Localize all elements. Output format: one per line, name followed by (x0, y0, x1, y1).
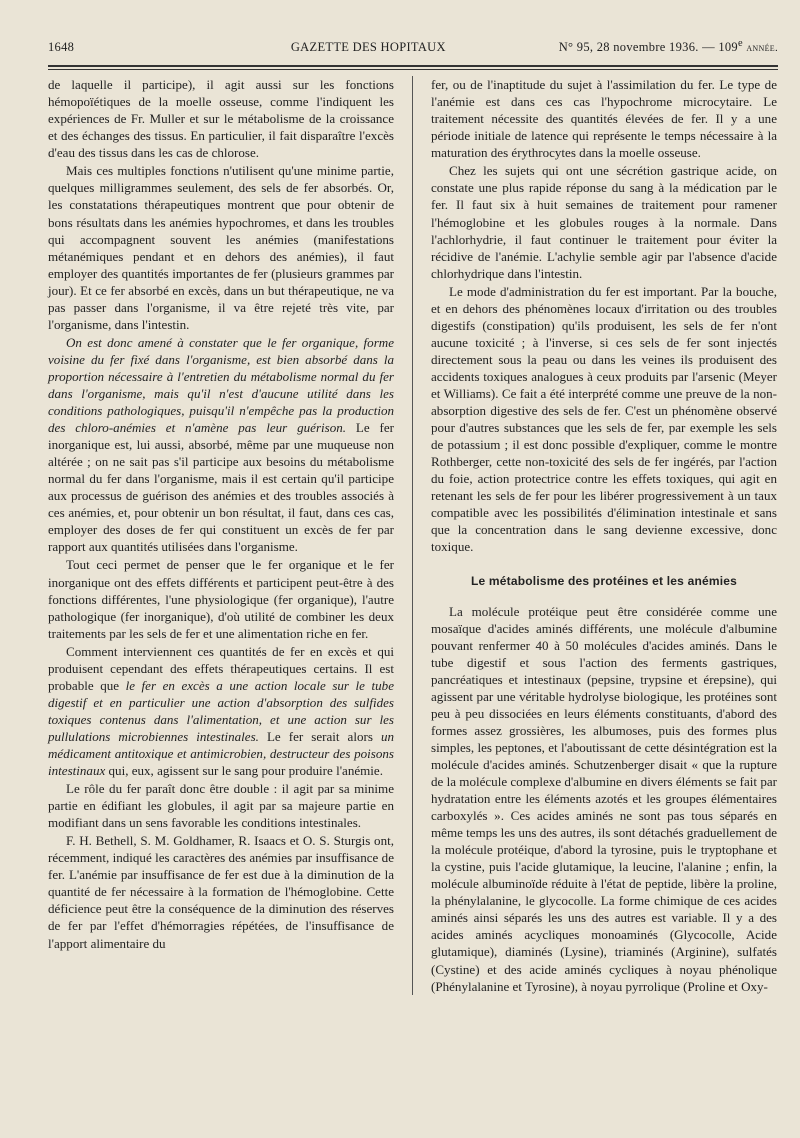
page-number: 1648 (48, 40, 75, 55)
left-paragraph-5-italic: le fer en excès a une action locale sur le tube digestif et en particulier une action d'absorption des sulfides toxiques contenus dans l'alimentation, et une action sur les pullulations microbiennes intestinales. (48, 677, 394, 744)
left-paragraph-5-c: qui, eux, agissent sur le sang pour produire l'anémie. (105, 763, 383, 779)
header-rule-thin (48, 69, 778, 70)
left-paragraph-6: Le rôle du fer paraît donc être double : il agit par sa minime partie en édifiant les globules, il agit par sa majeure partie en modifiant dans un sens favorable les conditions intestinales. (48, 781, 394, 831)
left-column (48, 76, 413, 994)
left-paragraph-7: F. H. Bethell, S. M. Goldhamer, R. Isaacs et O. S. Sturgis ont, récemment, indiqué les caractères des anémies par insuffisance de fer. L'anémie par insuffisance de fer est due à la diminution de la quantité de fer nécessaire à la formation de l'hémoglobine. Cette déficience peut être la conséquence de la diminution des réserves de fer par l'effet d'hémorragies répétées, de l'insuffisance de l'apport alimentaire du (48, 833, 394, 951)
article-columns (48, 76, 778, 994)
right-paragraph-1: fer, ou de l'inaptitude du sujet à l'assimilation du fer. Le type de l'anémie est dans ces cas l'hypochrome microcytaire. Le traitement nécessite des quantités élevées de fer. Il y a une période initiale de latence qui représente le temps nécessaire à la maturation des érythrocytes dans la moelle osseuse. (431, 77, 777, 161)
left-paragraph-1: de laquelle il participe), il agit aussi sur les fonctions hémopoïétiques de la moelle osseuse, comme l'indiquent les expériences de Fr. Muller et sur le métabolisme de la croissance et des échanges des tissus. En particulier, il fait disparaître l'excès d'eau des tissus dans les cas de chlorose. (48, 77, 394, 161)
issue-text: N° 95, 28 novembre 1936. — 109 (558, 40, 738, 55)
journal-title: GAZETTE DES HOPITAUX (290, 40, 446, 55)
left-paragraph-5-a: Comment interviennent ces quantités de fer en excès et qui produisent cependant des effets thérapeutiques certains. Il est probable que (48, 643, 394, 693)
section-heading: Le métabolisme des protéines et les anémies (470, 574, 738, 589)
right-column (413, 76, 777, 994)
right-paragraph-4: La molécule protéique peut être considérée comme une mosaïque d'acides aminés différents, une molécule d'albumine pouvant renfermer 40 à 50 molécules d'acides aminés. Dans le tube digestif et sous l'action des ferments gastriques, pancréatiques et intestinaux (pepsine, trypsine et érepsine), qui agissent par une véritable hydrolyse biologique, les protéines sont peu à peu dissociées en leurs éléments constituants, d'abord des formes assez grossières, les albumoses, puis des formes plus simples, les peptones, et l'aboutissant de cette désintégration est la molécule d'acides aminés. Schutzenberger disait « que la rupture de la molécule complexe d'albumine en divers éléments se fait par hydratation entre les éléments azotés et les groupes élémentaires carboxylés ». Ces acides aminés ne sont pas tous séparés en même temps les uns des autres, ils sont détachés graduellement de la molécule protéique, d'abord la tyrosine, puis le tryptophane et la cystine, puis l'acide glutamique, la leucine, l'alanine ; enfin, la molécule albuminoïde réduite à l'état de peptide, libère la proline, la phénylalanine, le glycocolle. La forme chimique de ces acides aminés ainsi séparés les uns des autres est variable. Il y a des acides aminés acycliques monoaminés (Glycocolle, Acide glutamique), diaminés (Lysine), triaminés (Arginine), sulfatés (Cystine) et des acide aminés cycliques à noyau phénolique (Phénylalanine et Tyrosine), à noyau pyrrolique (Proline et Oxy- (431, 603, 778, 994)
left-paragraph-3-italic: On est donc amené à constater que le fer organique, forme voisine du fer fixé dans l'organisme, est bien absorbé dans la proportion nécessaire à l'entretien du métabolisme normal du fer dans l'organisme, mais qu'il n'est d'aucune utilité dans les conditions pathologiques, puisqu'il n'empêche pas la production des chloro-anémies et n'amène pas leur guérison. (48, 334, 394, 436)
issue-superscript: e (737, 38, 743, 49)
issue-tail: année. (746, 42, 778, 55)
left-paragraph-3 (48, 334, 394, 556)
header-rule-thick (48, 65, 778, 67)
left-paragraph-3-rest: Le fer inorganique est, lui aussi, absorbé, même par une muqueuse non altérée ; on ne sait pas s'il participe aux besoins du métabolisme normal du fer dans l'organisme, mais il est certain qu'il participe aux processus de guérison des anémies et des troubles associés à ces anémies, et, pour obtenir un bon résultat, il faut, dans ces cas, employer des doses de fer qui constituent un excès de fer par rapport aux quantités utilisées dans l'organisme. (48, 420, 394, 555)
left-paragraph-4: Tout ceci permet de penser que le fer organique et le fer inorganique ont des effets différents et participent peut-être à des fonctions différentes, l'une physiologique (fer organique), l'autre pathologique (fer inorganique), d'où utilité de combiner les deux traitements par les sels de fer et une alimentation riche en fer. (48, 557, 394, 641)
issue-info (559, 38, 778, 55)
left-paragraph-5-b: Le fer serait alors (258, 728, 381, 744)
right-paragraph-2: Chez les sujets qui ont une sécrétion gastrique acide, on constate une plus rapide réponse du sang à la médication par le fer. Il faut six à huit semaines de traitement pour ramener l'hémoglobine et les globules rouges à la normale. Dans l'achlorhydrie, il faut continuer le traitement pour éviter la récidive de l'anémie. L'achylie semble agir par l'absence d'acide chlorhydrique dans l'intestin. (431, 163, 777, 281)
left-paragraph-5 (48, 643, 394, 779)
left-paragraph-2: Mais ces multiples fonctions n'utilisent qu'une minime partie, quelques milligrammes seulement, des sels de fer absorbés. Or, les constatations thérapeutiques montrent que pour obtenir de bons résultats dans les anémies hypochromes, et dans les troubles qui accompagnent souvent les anémies (manifestations métanémiques pendant et en dehors des anémies), il faut employer des quantités importantes de fer (plusieurs grammes par jour). Et ce fer absorbé en excès, dans un but thérapeutique, ne va pas passer dans l'organisme, il va être rejeté très vite, par l'organisme, dans l'intestin. (48, 163, 394, 332)
page-header (48, 38, 778, 55)
left-paragraph-5-italic-2: un médicament antitoxique et antimicrobien, destructeur des poisons intestinaux (48, 728, 394, 779)
right-paragraph-3: Le mode d'administration du fer est important. Par la bouche, et en dehors des phénomènes locaux d'irritation ou des troubles digestifs (constipation) qu'ils produisent, les sels de fer n'ont aucune toxicité ; à l'inverse, si ces sels de fer sont injectés directement sous la peau ou dans les veines ils produisent des accidents toxiques analogues à ceux produits par l'arsenic (Meyer et Williams). Ce fait a été interprété comme une preuve de la non-absorption digestive des sels de fer. C'est un phénomène observé pour d'autres substances que les sels de fer, par exemple les sels de potassium ; il est donc possible d'expliquer, comme le montre Rothberger, cette non-toxicité des sels de fer ingérés, par l'action du foie, action protectrice contre les effets toxiques, qui agit en retenant les sels de fer pour les libérer progressivement à un taux compatible avec les possibilités d'élimination intestinale et sans que la concentration dans le sang devienne excessive, donc toxique. (431, 283, 777, 555)
